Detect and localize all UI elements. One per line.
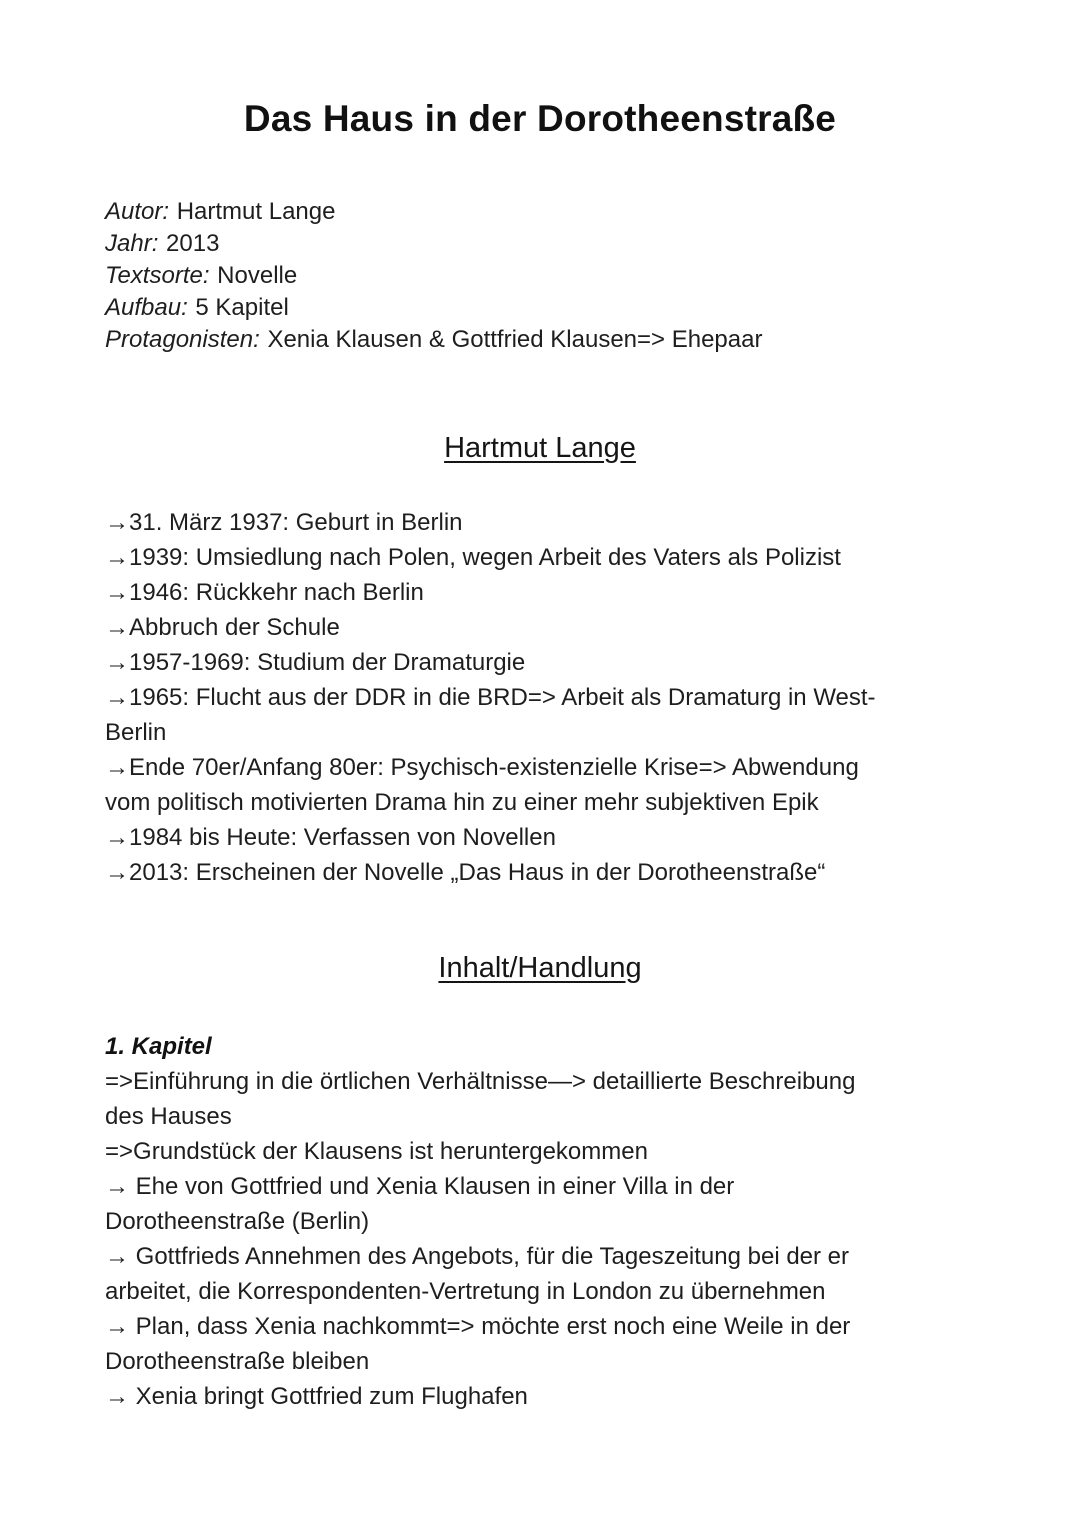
meta-block xyxy=(105,196,975,356)
timeline-line: Berlin xyxy=(105,719,167,746)
section-heading-inhalt-handlung: Inhalt/Handlung xyxy=(438,952,642,984)
meta-label: Aufbau: xyxy=(105,294,188,321)
summary-line: arbeitet, die Korrespondenten-Vertretung in London zu übernehmen xyxy=(105,1278,826,1305)
meta-value: 2013 xyxy=(166,230,220,257)
timeline-line: →31. März 1937: Geburt in Berlin xyxy=(105,509,463,536)
summary-line: → Gottfrieds Annehmen des Angebots, für die Tageszeitung bei der er xyxy=(105,1243,850,1270)
timeline-line: →1965: Flucht aus der DDR in die BRD=> Arbeit als Dramaturg in West- xyxy=(105,684,876,711)
timeline-line: →1984 bis Heute: Verfassen von Novellen xyxy=(105,824,556,851)
meta-value: Hartmut Lange xyxy=(176,198,336,225)
timeline-line: →Abbruch der Schule xyxy=(105,614,340,641)
chapter-heading: 1. Kapitel xyxy=(105,1033,212,1060)
author-timeline xyxy=(105,505,980,890)
timeline-line: →2013: Erscheinen der Novelle „Das Haus in der Dorotheenstraße“ xyxy=(105,859,826,886)
timeline-line: vom politisch motivierten Drama hin zu einer mehr subjektiven Epik xyxy=(105,789,819,816)
meta-row-protagonisten xyxy=(105,324,975,356)
meta-row-aufbau xyxy=(105,292,975,324)
timeline-line: →Ende 70er/Anfang 80er: Psychisch-existenzielle Krise=> Abwendung xyxy=(105,754,859,781)
meta-label: Jahr: xyxy=(105,230,159,257)
summary-line: des Hauses xyxy=(105,1103,232,1130)
summary-line: → Ehe von Gottfried und Xenia Klausen in einer Villa in der xyxy=(105,1173,735,1200)
summary-line: =>Grundstück der Klausens ist heruntergekommen xyxy=(105,1138,648,1165)
summary-line: → Plan, dass Xenia nachkommt=> möchte erst noch eine Weile in der xyxy=(105,1313,851,1340)
chapter-summary xyxy=(105,1064,980,1414)
meta-row-jahr xyxy=(105,228,975,260)
timeline-line: →1946: Rückkehr nach Berlin xyxy=(105,579,424,606)
summary-line: =>Einführung in die örtlichen Verhältnisse—> detaillierte Beschreibung xyxy=(105,1068,856,1095)
meta-label: Autor: xyxy=(105,198,170,225)
meta-row-autor xyxy=(105,196,975,228)
timeline-line: →1939: Umsiedlung nach Polen, wegen Arbeit des Vaters als Polizist xyxy=(105,544,841,571)
meta-label: Textsorte: xyxy=(105,262,210,289)
summary-line: Dorotheenstraße (Berlin) xyxy=(105,1208,370,1235)
summary-line: Dorotheenstraße bleiben xyxy=(105,1348,370,1375)
meta-value: 5 Kapitel xyxy=(195,294,289,321)
meta-label: Protagonisten: xyxy=(105,326,260,353)
meta-row-textsorte xyxy=(105,260,975,292)
page-title: Das Haus in der Dorotheenstraße xyxy=(243,98,837,139)
timeline-line: →1957-1969: Studium der Dramaturgie xyxy=(105,649,526,676)
section-heading-hartmut-lange: Hartmut Lange xyxy=(444,432,636,464)
meta-value: Novelle xyxy=(217,262,298,289)
meta-value: Xenia Klausen & Gottfried Klausen=> Ehepaar xyxy=(267,326,763,353)
summary-line: → Xenia bringt Gottfried zum Flughafen xyxy=(105,1383,528,1410)
